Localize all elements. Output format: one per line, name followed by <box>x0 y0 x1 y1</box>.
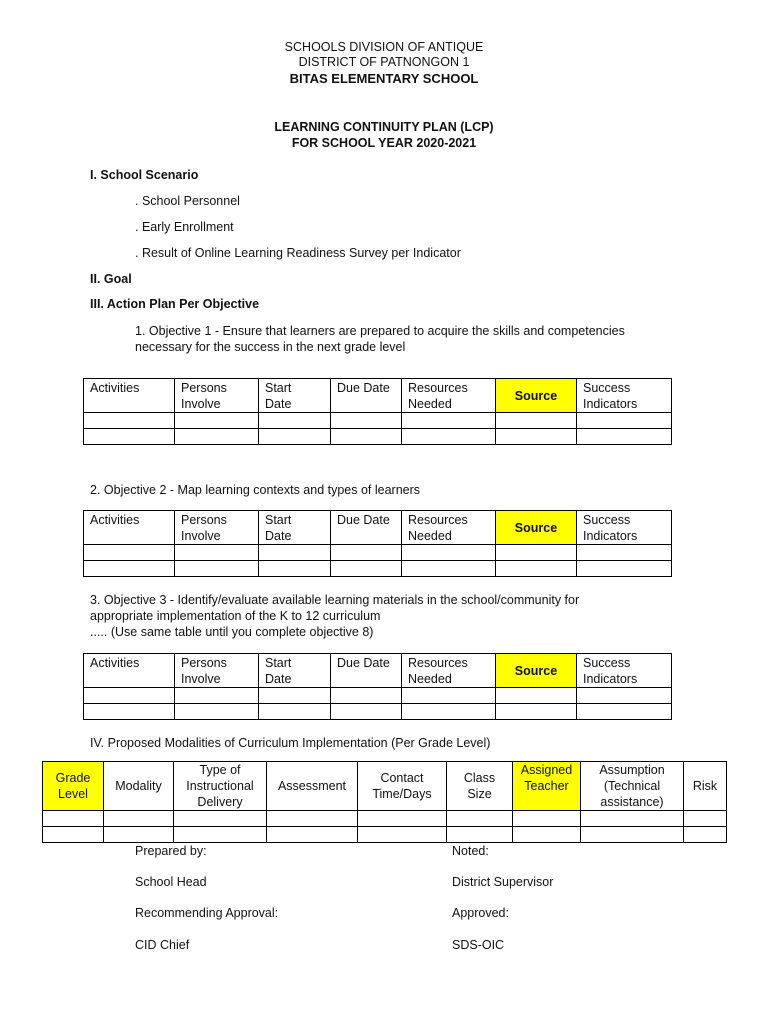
recommending-approval-label: Recommending Approval: <box>135 906 279 920</box>
objective-3-text: 3. Objective 3 - Identify/evaluate available learning materials in the school/community for <box>90 593 580 607</box>
header-persons-involve: Persons Involve <box>175 379 259 413</box>
table-row <box>43 811 727 827</box>
table-row <box>84 704 672 720</box>
header-risk: Risk <box>684 762 727 811</box>
table-header-row <box>84 654 672 688</box>
table-header-row <box>84 511 672 545</box>
header-resources-needed: Resources Needed <box>402 379 496 413</box>
approved-label: Approved: <box>452 906 509 920</box>
scenario-heading: I. School Scenario <box>90 168 199 182</box>
header-start-date: Start Date <box>259 379 331 413</box>
objective-1-text-cont: necessary for the success in the next grade level <box>135 340 406 354</box>
header-activities: Activities <box>84 654 175 688</box>
header-source: Source <box>496 654 577 688</box>
header-activities: Activities <box>84 379 175 413</box>
table-row <box>84 413 672 429</box>
header-start-date: Start Date <box>259 654 331 688</box>
header-class-size: Class Size <box>447 762 513 811</box>
header-instructional-delivery: Type of Instructional Delivery <box>174 762 267 811</box>
objective-3-table <box>83 653 672 720</box>
district-name: DISTRICT OF PATNONGON 1 <box>298 55 470 69</box>
header-assigned-teacher: Assigned Teacher <box>513 762 581 811</box>
header-source: Source <box>496 379 577 413</box>
header-resources-needed: Resources Needed <box>402 654 496 688</box>
header-due-date: Due Date <box>331 379 402 413</box>
header-contact-time: Contact Time/Days <box>358 762 447 811</box>
action-plan-heading: III. Action Plan Per Objective <box>90 297 260 311</box>
modalities-heading: IV. Proposed Modalities of Curriculum Implementation (Per Grade Level) <box>90 736 491 750</box>
header-assumption: Assumption (Technical assistance) <box>581 762 684 811</box>
header-start-date: Start Date <box>259 511 331 545</box>
table-header-row <box>84 379 672 413</box>
sds-oic-label: SDS-OIC <box>452 938 505 952</box>
table-row <box>84 429 672 445</box>
division-name: SCHOOLS DIVISION OF ANTIQUE <box>284 40 484 54</box>
modalities-table <box>42 761 727 843</box>
table-header-row <box>43 762 727 811</box>
district-supervisor-label: District Supervisor <box>452 875 554 889</box>
objective-3-text-cont: appropriate implementation of the K to 12 curriculum <box>90 609 381 623</box>
noted-label: Noted: <box>452 844 489 858</box>
header-source: Source <box>496 511 577 545</box>
table-row <box>84 545 672 561</box>
header-due-date: Due Date <box>331 654 402 688</box>
header-persons-involve: Persons Involve <box>175 654 259 688</box>
header-activities: Activities <box>84 511 175 545</box>
table-row <box>43 827 727 843</box>
header-grade-level: Grade Level <box>43 762 104 811</box>
header-persons-involve: Persons Involve <box>175 511 259 545</box>
header-success-indicators: Success Indicators <box>577 654 672 688</box>
header-due-date: Due Date <box>331 511 402 545</box>
objective-1-table <box>83 378 672 445</box>
objective-1-text: 1. Objective 1 - Ensure that learners are prepared to acquire the skills and competencies <box>135 324 625 338</box>
cid-chief-label: CID Chief <box>135 938 190 952</box>
objective-3-note: ..... (Use same table until you complete objective 8) <box>90 625 374 639</box>
objective-2-table <box>83 510 672 577</box>
school-head-label: School Head <box>135 875 207 889</box>
goal-heading: II. Goal <box>90 272 132 286</box>
table-row <box>84 688 672 704</box>
school-name: BITAS ELEMENTARY SCHOOL <box>289 71 479 86</box>
header-success-indicators: Success Indicators <box>577 511 672 545</box>
header-resources-needed: Resources Needed <box>402 511 496 545</box>
header-success-indicators: Success Indicators <box>577 379 672 413</box>
scenario-item: . School Personnel <box>135 194 240 208</box>
scenario-item: . Result of Online Learning Readiness Survey per Indicator <box>135 246 461 260</box>
header-modality: Modality <box>104 762 174 811</box>
scenario-item: . Early Enrollment <box>135 220 234 234</box>
header-assessment: Assessment <box>267 762 358 811</box>
plan-title: LEARNING CONTINUITY PLAN (LCP) <box>274 120 494 134</box>
prepared-by-label: Prepared by: <box>135 844 207 858</box>
school-year: FOR SCHOOL YEAR 2020-2021 <box>291 136 477 150</box>
objective-2-text: 2. Objective 2 - Map learning contexts and types of learners <box>90 483 421 497</box>
table-row <box>84 561 672 577</box>
